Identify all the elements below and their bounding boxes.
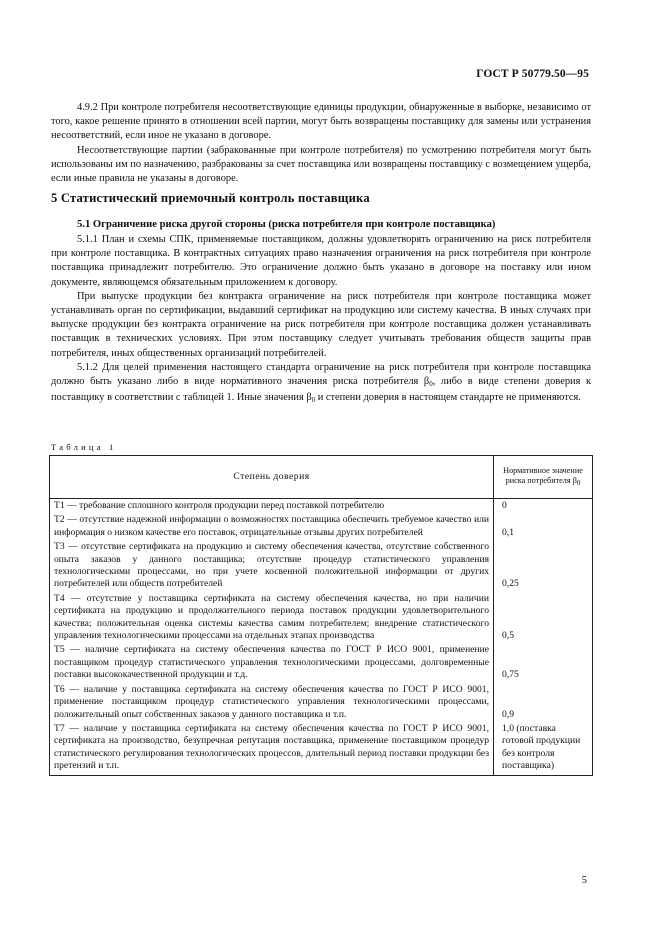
paragraph-nonconforming-lots: Несоответствующие партии (забракованные при контроле потребителя) по усмотрению потребителя могут быть использованы им по назначению, разбракованы за счет поставщика или возвращены поставщику с возмещением ущерба, если иные правила не указаны в договоре. (51, 144, 591, 185)
table-row (50, 514, 593, 541)
paragraph-release-without-contract: При выпуске продукции без контракта ограничение на риск потребителя при контроле поставщика может устанавливать орган по сертификации, выдавший сертификат на продукцию или систему качества. В иных случаях при выпуске продукции без контракта ограничение на риск потребителя при контроле поставщика должен устанавливать поставщик в технических условиях. При этом поставщику следует учитывать требования обществ защиты прав потребителя, иных общественных организаций потребителей. (51, 290, 591, 359)
trust-level-description (50, 499, 494, 515)
beta-subscript: 0 (429, 380, 433, 389)
trust-level-text: — наличие у поставщика сертификата на систему обеспечения качества по ГОСТ Р ИСО 9001, сертификата на производство, безупречная репутация поставщика, применение поставщиком процедур статистического регулирования технологических процессов, длительный период поставки продукции без претензий и т.п. (54, 722, 489, 772)
trust-level-code: Т6 (54, 683, 65, 695)
trust-level-text: — требование сплошного контроля продукции перед поставкой потребителю (64, 500, 385, 511)
trust-level-code: Т2 (54, 514, 65, 526)
risk-value: 0,25 (494, 541, 593, 593)
trust-level-description (50, 541, 494, 593)
trust-level-description (50, 684, 494, 723)
intro-text (51, 101, 591, 186)
trust-level-text: — отсутствие надежной информации о возможностях поставщика обеспечить требуемое качество или информация о низком качестве его поставок, отрицательные отзывы других потребителей (54, 514, 489, 538)
paragraph-5-1-2 (51, 361, 591, 408)
column-header-trust-level: Степень доверия (50, 456, 494, 499)
risk-value: 0 (494, 499, 593, 515)
section-text (51, 233, 591, 407)
trust-level-text: — наличие у поставщика сертификата на систему обеспечения качества по ГОСТ Р ИСО 9001, применение поставщиком процедур статистического управления технологическими процессами, положительный опыт собственных заказов у данного поставщика и т.п. (54, 683, 489, 720)
trust-level-code: Т1 (54, 500, 65, 511)
trust-level-table (49, 455, 593, 776)
subsection-title: 5.1 Ограничение риска другой стороны (риска потребителя при контроле поставщика) (77, 219, 496, 230)
table-row (50, 644, 593, 683)
section-title: 5 Статистический приемочный контроль поставщика (51, 191, 370, 205)
trust-level-description (50, 723, 494, 775)
table-row (50, 593, 593, 645)
table-row (50, 684, 593, 723)
risk-value: 0,5 (494, 593, 593, 645)
column-header-risk-value (494, 456, 593, 499)
risk-header-text: Нормативное значение риска потребителя β (503, 465, 583, 485)
para-512-part2: , либо в виде степени доверия к поставщику в соответствии с таблицей 1. Иные значения β (51, 376, 592, 404)
para-512-part3: и степени доверия в настоящем стандарте не применяются. (315, 392, 581, 404)
table-label: Таблица 1 (51, 442, 117, 452)
risk-value: 1,0 (поставка готовой продукции без контроля поставщика) (494, 723, 593, 775)
trust-level-code: Т4 (54, 592, 65, 604)
para-512-part1: 5.1.2 Для целей применения настоящего стандарта ограничение на риск потребителя при контроле поставщика должно быть указано либо в виде нормативного значения риска потребителя β (51, 361, 591, 388)
trust-level-text: — наличие сертификата на систему обеспечения качества по ГОСТ Р ИСО 9001, применение поставщиком процедур статистического управления технологическими процессами, долговременные поставки высококачественной продукции и т.д. (54, 644, 489, 681)
trust-level-description (50, 593, 494, 645)
standard-header: ГОСТ Р 50779.50—95 (476, 68, 589, 80)
page-number: 5 (581, 875, 587, 886)
trust-level-text: — отсутствие у поставщика сертификата на систему обеспечения качества, но при наличии сертификата на продукцию и продолжительного периода поставок продукции удовлетворительного качества; положительная оценка системы качества самим потребителем; внедрение статистического управления технологическими процессами на отдельных этапах производства (54, 592, 489, 642)
trust-level-code: Т5 (54, 644, 65, 656)
trust-level-code: Т7 (54, 722, 65, 734)
risk-value: 0,75 (494, 644, 593, 683)
risk-value: 0,1 (494, 514, 593, 541)
table-row (50, 541, 593, 593)
table-row (50, 723, 593, 775)
risk-value: 0,9 (494, 684, 593, 723)
trust-level-description (50, 644, 494, 683)
beta-subscript: 0 (576, 479, 581, 487)
paragraph-4-9-2: 4.9.2 При контроле потребителя несоответствующие единицы продукции, обнаруженные в выборке, независимо от того, какое решение принято в отношении всей партии, могут быть возвращены поставщику для замены или устранения несоответствий, если иное не указано в договоре. (51, 102, 591, 142)
paragraph-5-1-1: 5.1.1 План и схемы СПК, применяемые поставщиком, должны удовлетворять ограничению на риск потребителя при контроле поставщика. В контрактных ситуациях право назначения ограничения на риск потребителя при контроле поставщика принадлежит потребителю. Это ограничение должно быть указано в договоре на поставку или ином документе, являющемся обязательным приложением к договору. (51, 234, 591, 288)
table-row (50, 499, 593, 515)
trust-level-code: Т3 (54, 541, 65, 553)
beta-subscript: 0 (311, 396, 316, 405)
trust-level-text: — отсутствие сертификата на продукцию и систему обеспечения качества, отсутствие собственного опыта заказов у данного поставщика; отсутствие процедур статистического управления технологическими процессами, но при учете косвенной положительной информации от других потребителей или обществ потребителей (54, 541, 489, 590)
trust-level-description (50, 514, 494, 541)
